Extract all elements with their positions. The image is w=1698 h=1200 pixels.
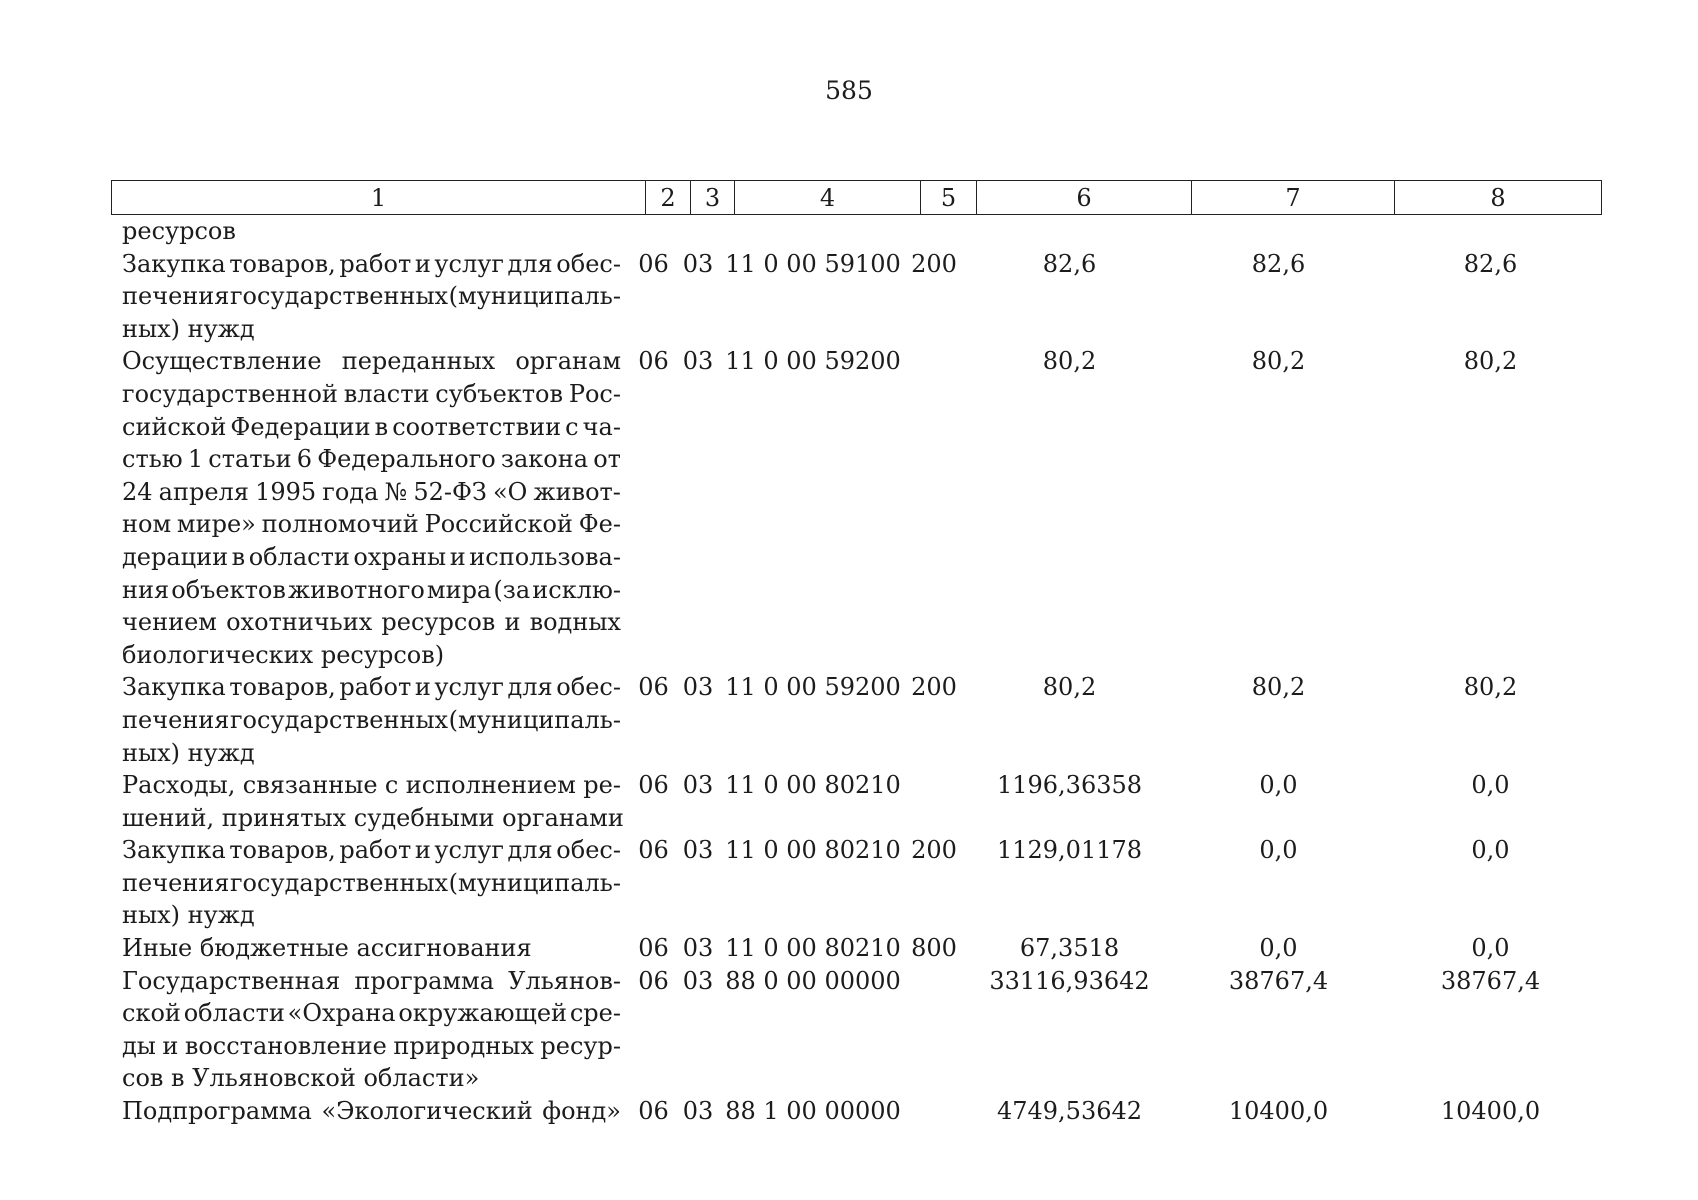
header-col-6: 6: [977, 181, 1192, 215]
cell-expense-type: 200: [911, 673, 957, 702]
table-row: [111, 1095, 1601, 1128]
cell-amount-2: 82,6: [1251, 249, 1306, 278]
cell-subsection: 03: [682, 966, 714, 995]
description-line: дерации в области охраны и использова-: [122, 542, 621, 571]
cell-amount-1: 1196,36358: [996, 771, 1143, 800]
table-row: [111, 932, 1601, 965]
cell-subsection: [676, 215, 720, 248]
cell-section: 06: [638, 249, 669, 278]
cell-amount-3: 0,0: [1471, 771, 1510, 800]
cell-target-code: 11 0 00 59200: [725, 347, 901, 376]
description-line: стью 1 статьи 6 Федерального закона от: [122, 445, 621, 474]
description-line: печения государственных (муниципаль-: [122, 868, 621, 897]
cell-amount-2: 80,2: [1251, 673, 1306, 702]
cell-target-code: 11 0 00 59100: [725, 249, 901, 278]
cell-amount-3: 82,6: [1463, 249, 1518, 278]
description-line: ном мире» полномочий Российской Фе-: [122, 510, 621, 539]
description-line: ных) нужд: [122, 738, 255, 767]
description-line: Закупка товаров, работ и услуг для обес-: [122, 673, 621, 702]
cell-amount-2: 80,2: [1251, 347, 1306, 376]
cell-target-code: [720, 215, 906, 248]
table-header: [111, 180, 1602, 215]
cell-amount-3: 38767,4: [1440, 966, 1541, 995]
cell-amount-1: 67,3518: [1019, 934, 1120, 963]
description-line: биологических ресурсов): [122, 640, 445, 669]
cell-section: 06: [638, 771, 669, 800]
description-line: Подпрограмма «Экологический фонд»: [122, 1097, 621, 1126]
description-line: сов в Ульяновской области»: [122, 1064, 480, 1093]
cell-subsection: 03: [682, 1097, 714, 1126]
cell-amount-3: 0,0: [1471, 836, 1510, 865]
cell-subsection: 03: [682, 347, 714, 376]
cell-section: 06: [638, 673, 669, 702]
header-col-4: 4: [735, 181, 921, 215]
description-line: государственной власти субъектов Рос-: [122, 379, 621, 408]
cell-target-code: 11 0 00 80210: [725, 836, 901, 865]
cell-section: 06: [638, 1097, 669, 1126]
description-line: ных) нужд: [122, 314, 255, 343]
table-row: [111, 248, 1601, 346]
table-row: [111, 215, 1601, 248]
header-col-3: 3: [691, 181, 735, 215]
cell-target-code: 11 0 00 80210: [725, 934, 901, 963]
header-col-5: 5: [921, 181, 977, 215]
cell-subsection: 03: [682, 249, 714, 278]
cell-target-code: 11 0 00 59200: [725, 673, 901, 702]
page-number: 585: [825, 76, 873, 105]
cell-subsection: 03: [682, 771, 714, 800]
cell-section: 06: [638, 836, 669, 865]
cell-target-code: 88 0 00 00000: [725, 966, 901, 995]
cell-subsection: 03: [682, 836, 714, 865]
cell-amount-2: 0,0: [1259, 934, 1298, 963]
cell-expense-type: 200: [911, 249, 957, 278]
row-description: [111, 345, 631, 671]
row-description: [111, 769, 631, 834]
description-line: Закупка товаров, работ и услуг для обес-: [122, 249, 621, 278]
cell-section: 06: [638, 966, 669, 995]
cell-target-code: 11 0 00 80210: [725, 771, 901, 800]
cell-amount-2: 38767,4: [1228, 966, 1329, 995]
description-line: ресурсов: [122, 217, 236, 245]
header-col-8: 8: [1395, 181, 1602, 215]
cell-expense-type: [906, 1095, 962, 1128]
description-line: 24 апреля 1995 года № 52-ФЗ «О живот-: [122, 477, 621, 506]
cell-amount-2: 0,0: [1259, 771, 1298, 800]
description-line: Иные бюджетные ассигнования: [122, 934, 532, 963]
row-description: [111, 215, 631, 248]
row-description: [111, 671, 631, 769]
description-line: шений, принятых судебными органами: [122, 803, 624, 832]
cell-expense-type: [906, 769, 962, 834]
description-line: печения государственных (муниципаль-: [122, 282, 621, 311]
description-line: ды и восстановление природных ресур-: [122, 1031, 621, 1060]
row-description: [111, 965, 631, 1095]
cell-amount-3: 80,2: [1463, 673, 1518, 702]
row-description: [111, 1095, 631, 1128]
description-line: Расходы, связанные с исполнением ре-: [122, 771, 621, 800]
description-line: ской области «Охрана окружающей сре-: [122, 999, 621, 1028]
cell-expense-type: 800: [911, 934, 957, 963]
header-col-7: 7: [1192, 181, 1395, 215]
cell-amount-1: 4749,53642: [996, 1097, 1143, 1126]
cell-section: [631, 215, 676, 248]
table-row: [111, 671, 1601, 769]
row-description: [111, 932, 631, 965]
row-description: [111, 834, 631, 932]
cell-expense-type: [906, 215, 962, 248]
table-row: [111, 769, 1601, 834]
table-body: [111, 215, 1601, 1128]
table-row: [111, 345, 1601, 671]
cell-amount-3: 10400,0: [1440, 1097, 1541, 1126]
cell-amount-1: 1129,01178: [996, 836, 1143, 865]
cell-target-code: 88 1 00 00000: [725, 1097, 901, 1126]
table-row: [111, 965, 1601, 1095]
description-line: чением охотничьих ресурсов и водных: [122, 608, 621, 637]
description-line: печения государственных (муниципаль-: [122, 705, 621, 734]
description-line: Закупка товаров, работ и услуг для обес-: [122, 836, 621, 865]
cell-amount-1: 80,2: [1042, 673, 1097, 702]
cell-subsection: 03: [682, 934, 714, 963]
cell-amount-1: 80,2: [1042, 347, 1097, 376]
cell-amount-1: 82,6: [1042, 249, 1097, 278]
cell-section: 06: [638, 934, 669, 963]
header-col-2: 2: [646, 181, 691, 215]
cell-amount-1: [962, 215, 1177, 248]
cell-amount-2: 0,0: [1259, 836, 1298, 865]
cell-subsection: 03: [682, 673, 714, 702]
description-line: ных) нужд: [122, 901, 255, 930]
description-line: сийской Федерации в соответствии с ча-: [122, 412, 621, 441]
cell-amount-3: [1380, 215, 1601, 248]
row-description: [111, 248, 631, 346]
header-col-1: 1: [112, 181, 646, 215]
description-line: ния объектов животного мира (за исклю-: [122, 575, 621, 604]
cell-amount-1: 33116,93642: [989, 966, 1150, 995]
cell-section: 06: [638, 347, 669, 376]
table-row: [111, 834, 1601, 932]
cell-amount-2: 10400,0: [1228, 1097, 1329, 1126]
cell-amount-2: [1177, 215, 1380, 248]
cell-expense-type: 200: [911, 836, 957, 865]
cell-expense-type: [906, 965, 962, 1095]
cell-amount-3: 0,0: [1471, 934, 1510, 963]
cell-amount-3: 80,2: [1463, 347, 1518, 376]
cell-expense-type: [906, 345, 962, 671]
description-line: Осуществление переданных органам: [122, 347, 621, 376]
description-line: Государственная программа Ульянов-: [122, 966, 621, 995]
